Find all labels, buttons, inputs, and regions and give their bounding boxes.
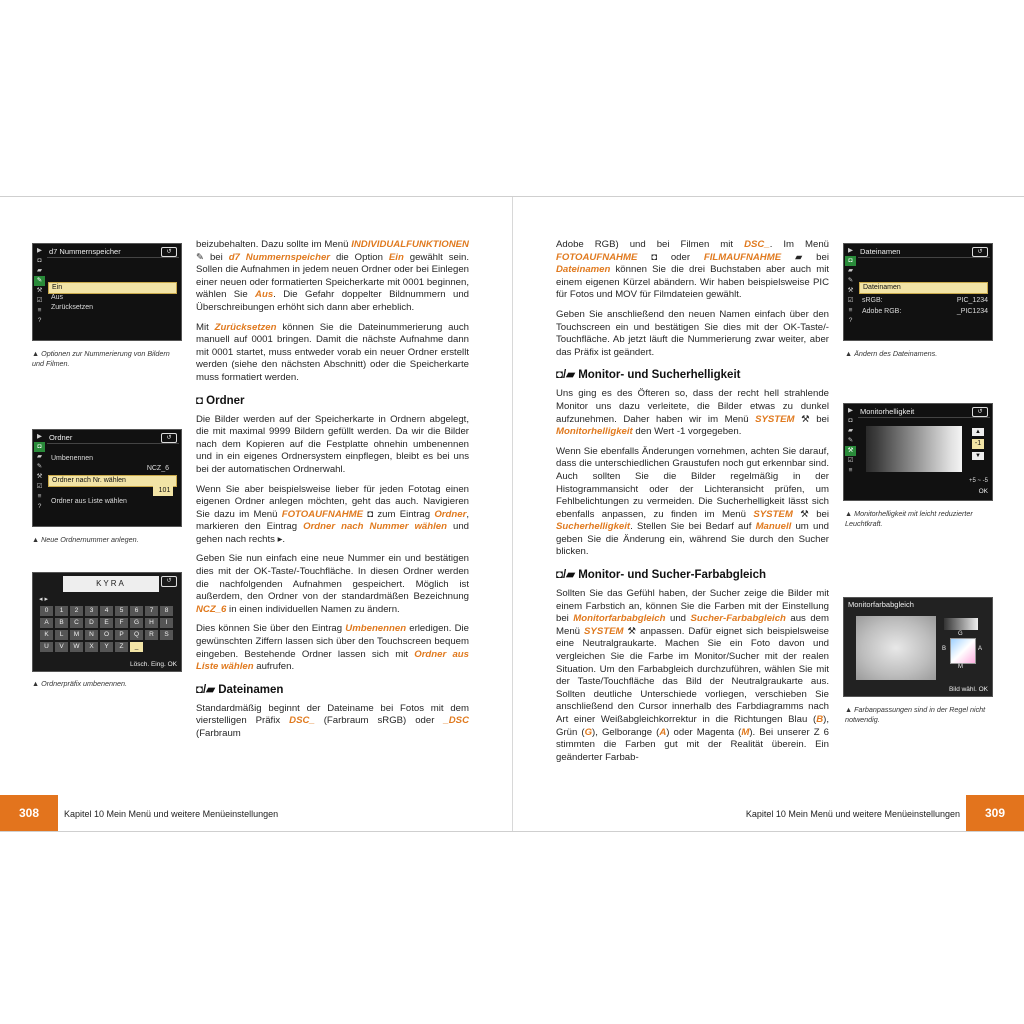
screen-ordner bbox=[32, 429, 182, 527]
keyboard-row-3 bbox=[39, 642, 144, 652]
key: 6 bbox=[130, 606, 143, 616]
back-icon: ↺ bbox=[972, 407, 988, 417]
gutter bbox=[512, 197, 513, 831]
retouch-icon: ☑ bbox=[847, 457, 854, 464]
caption-ordner: ▲ Neue Ordnernummer anlegen. bbox=[32, 535, 139, 544]
key: 3 bbox=[85, 606, 98, 616]
adobe-rgb-label: Adobe RGB: bbox=[862, 308, 902, 315]
menu-option-aus: Aus bbox=[51, 294, 64, 301]
running-footer-right: Kapitel 10 Mein Menü und weitere Menüeinstellungen bbox=[745, 809, 960, 819]
down-arrow-icon: ▼ bbox=[972, 452, 984, 460]
photo-icon: ◘ bbox=[37, 257, 42, 264]
paragraph: Sollten Sie das Gefühl haben, der Sucher zeige die Bilder mit einem Farbstich an, können Sie die Farben mit der Einstellung bei Monitorfarbabgleich und Sucher-Farbabgleich aus dem Menü SYSTEM ⚒ anpassen. Dafür eignet sich beispielsweise eine Neutralgraukarte. Machen Sie ein Foto davon und vergleichen Sie die Farbe im Monitor/Sucher mit der realen Situation. Um den Farbabgleich durchzuführen, wählen Sie mit der Taste/Touchfläche das Bild der Neutralgraukarte aus. Sollten deutliche Unterschiede vorliegen, verschieben Sie anschließend den Cursor innerhalb des Farbdiagramms nach Art einer Weißabgleichkorrektur in die Richtungen Blau (B), Grün (G), Gelborange (A) oder Magenta (M). Bei unserer Z 6 stimmten die Farben gut mit der Realität überein. Ein geänderter Farbab- bbox=[556, 588, 829, 763]
camera-menu-sidebar bbox=[845, 406, 856, 498]
pencil-icon: ✎ bbox=[196, 251, 205, 263]
photo-icon: ◘ bbox=[848, 417, 853, 424]
screen-title: Dateinamen ↺ bbox=[858, 246, 990, 258]
camera-menu-sidebar bbox=[34, 246, 45, 338]
key: S bbox=[160, 630, 173, 640]
name-input-field: KYRA bbox=[63, 576, 159, 592]
pencil-icon: ✎ bbox=[847, 437, 854, 444]
caption-monitorhelligkeit: ▲ Monitorhelligkeit mit leicht reduzierter Leuchtkraft. bbox=[845, 509, 973, 528]
heading-ordner: ◘ Ordner bbox=[196, 394, 245, 407]
up-arrow-icon: ▲ bbox=[972, 428, 984, 436]
screen-title: Monitorhelligkeit ↺ bbox=[858, 406, 990, 418]
camera-menu-sidebar bbox=[845, 246, 856, 338]
pencil-icon: ✎ bbox=[34, 276, 45, 286]
key: V bbox=[55, 642, 68, 652]
screen-title: Monitorfarbabgleich bbox=[848, 600, 914, 609]
back-icon: ↺ bbox=[161, 247, 177, 257]
reference-image bbox=[856, 616, 936, 680]
movie-icon: ▰ bbox=[37, 453, 42, 460]
help-icon: ? bbox=[848, 317, 853, 324]
photo-icon: ◘ bbox=[845, 256, 856, 266]
key: U bbox=[40, 642, 53, 652]
mymenu-icon: ≡ bbox=[848, 307, 853, 314]
paragraph: beizubehalten. Dazu sollte im Menü INDIVIDUALFUNKTIONEN ✎ bei d7 Nummernspeicher die Option Ein gewählt sein. Sollen die Aufnahmen in jedem neuen Ordner oder bei Einlegen einer neuen oder formatierten Speicherkarte mit 0001 beginnen, wählen Sie Aus. Die Gefahr doppelter Bildnummern und Überschreibungen erhöht sich dann aber erheblich. bbox=[196, 239, 470, 313]
help-icon: ? bbox=[37, 317, 42, 324]
keyboard-row-0 bbox=[39, 606, 174, 616]
screen-title: d7 Nummernspeicher ↺ bbox=[47, 246, 179, 258]
retouch-icon: ☑ bbox=[847, 297, 854, 304]
caption-dateinamen: ▲ Ändern des Dateinamens. bbox=[845, 349, 938, 358]
mymenu-icon: ≡ bbox=[37, 307, 42, 314]
key: W bbox=[70, 642, 83, 652]
back-icon: ↺ bbox=[161, 576, 177, 587]
key: Y bbox=[100, 642, 113, 652]
letter-g: G bbox=[958, 631, 963, 637]
screen-monitorhelligkeit bbox=[843, 403, 993, 501]
menu-option-zuruecksetzen: Zurücksetzen bbox=[51, 304, 94, 311]
movie-icon: ▰ bbox=[848, 267, 853, 274]
keyboard-row-2 bbox=[39, 630, 174, 640]
cursor-arrows: ◂ ▸ bbox=[39, 596, 48, 603]
screen-nummernspeicher bbox=[32, 243, 182, 341]
heading-dateinamen: ◘/▰ Dateinamen bbox=[196, 683, 284, 696]
page-number-right: 309 bbox=[966, 795, 1024, 831]
paragraph: Mit Zurücksetzen können Sie die Dateinummerierung auch manuell auf 0001 bringen. Damit die nächste Aufnahme dann mit 0001 startet, muss entweder vorab ein neuer Ordner erstellt werden (siehe den nächsten Abschnitt) oder die Speicherkarte muss formatiert werden. bbox=[196, 321, 469, 383]
wrench-icon: ⚒ bbox=[847, 287, 854, 294]
camera-movie-icon: ◘/▰ bbox=[196, 683, 219, 696]
key: O bbox=[100, 630, 113, 640]
wrench-icon: ⚒ bbox=[792, 508, 809, 520]
mymenu-icon: ≡ bbox=[37, 493, 42, 500]
color-grid bbox=[950, 638, 976, 664]
movie-icon: ▰ bbox=[37, 267, 42, 274]
left-text-column bbox=[196, 239, 469, 748]
key: B bbox=[55, 618, 68, 628]
camera-icon: ◘ bbox=[637, 251, 657, 263]
ok-label: OK bbox=[978, 488, 988, 495]
menu-option-dateinamen: Dateinamen bbox=[859, 282, 988, 294]
farbabgleich-button-bar: Bild wähl. OK bbox=[948, 686, 988, 693]
caption-keyboard: ▲ Ordnerpräfix umbenennen. bbox=[32, 679, 128, 688]
key: P bbox=[115, 630, 128, 640]
letter-m: M bbox=[958, 664, 963, 670]
playback-icon: ▶ bbox=[848, 247, 853, 254]
paragraph: Die Bilder werden auf der Speicherkarte in Ordnern abgelegt, die mit maximal 9999 Bildern gefüllt werden. Da wir die Bilder nach dem Kopieren auf die Festplatte ohnehin umbenennen und in ein eigenes Ordnersystem einpflegen, bleibt es bei uns bei der automatischen Ordnerwahl. bbox=[196, 413, 469, 475]
key: Q bbox=[130, 630, 143, 640]
key: X bbox=[85, 642, 98, 652]
back-icon: ↺ bbox=[972, 247, 988, 257]
playback-icon: ▶ bbox=[37, 433, 42, 440]
key: 2 bbox=[70, 606, 83, 616]
key: E bbox=[100, 618, 113, 628]
keyboard-button-bar: Lösch. Eing. OK bbox=[130, 661, 177, 668]
key: 5 bbox=[115, 606, 128, 616]
camera-movie-icon: ◘/▰ bbox=[556, 369, 579, 382]
folder-number-value: 101 bbox=[153, 486, 173, 496]
key: A bbox=[40, 618, 53, 628]
key: 4 bbox=[100, 606, 113, 616]
pencil-icon: ✎ bbox=[847, 277, 854, 284]
caption-farbabgleich: ▲ Farbanpassungen sind in der Regel nicht notwendig. bbox=[845, 705, 986, 724]
grayscale-steps bbox=[866, 426, 962, 472]
key: D bbox=[85, 618, 98, 628]
paragraph: Dies können Sie über den Eintrag Umbenennen erledigen. Die gewünschten Ziffern lassen sich über den Touchscreen bequem eingeben. Bestehende Ordner lassen sich mit Ordner aus Liste wählen aufrufen. bbox=[196, 623, 469, 673]
screen-dateinamen bbox=[843, 243, 993, 341]
screen-monitorfarbabgleich bbox=[843, 597, 993, 697]
key: M bbox=[70, 630, 83, 640]
playback-icon: ▶ bbox=[848, 407, 853, 414]
key: 1 bbox=[55, 606, 68, 616]
menu-option-ordner-nach-nr: Ordner nach Nr. wählen bbox=[48, 475, 177, 487]
camera-icon: ◘ bbox=[363, 508, 374, 520]
key: 0 bbox=[40, 606, 53, 616]
camera-movie-icon: ◘/▰ bbox=[556, 569, 579, 582]
wrench-icon: ⚒ bbox=[845, 446, 856, 456]
back-icon: ↺ bbox=[161, 433, 177, 443]
key: Z bbox=[115, 642, 128, 652]
help-icon: ? bbox=[37, 503, 42, 510]
adobe-rgb-value: _PIC1234 bbox=[956, 308, 988, 315]
heading-helligkeit: ◘/▰ Monitor- und Sucherhelligkeit bbox=[556, 369, 741, 382]
key: L bbox=[55, 630, 68, 640]
key: K bbox=[40, 630, 53, 640]
menu-option-umbenennen: Umbenennen bbox=[51, 455, 94, 462]
running-footer-left: Kapitel 10 Mein Menü und weitere Menüeinstellungen bbox=[64, 809, 279, 819]
paragraph: Uns ging es des Öfteren so, dass der recht hell strahlende Monitor uns dazu verleitete, die Bilder etwas zu dunkel aufzunehmen. Daher haben wir im Menü SYSTEM ⚒ bei Monitorhelligkeit den Wert -1 vorgegeben. bbox=[556, 388, 829, 438]
page-number-left: 308 bbox=[0, 795, 58, 831]
key: C bbox=[70, 618, 83, 628]
key: N bbox=[85, 630, 98, 640]
brightness-value: -1 bbox=[972, 439, 984, 449]
retouch-icon: ☑ bbox=[36, 483, 43, 490]
paragraph: Geben Sie nun einfach eine neue Nummer ein und bestätigen dies mit der OK-Taste/-Touchfläche. In diesen Ordner werden die nachfolgenden Aufnahmen gespeichert. Möglich ist außerdem, den Ordner von der standardmäßen Bezeichnung NCZ_6 in einen individuellen Namen zu ändern. bbox=[196, 553, 469, 615]
pencil-icon: ✎ bbox=[36, 463, 43, 470]
key: F bbox=[115, 618, 128, 628]
paragraph: Wenn Sie ebenfalls Änderungen vornehmen, achten Sie darauf, dass die unterschiedlichen Graustufen noch gut erkennbar sind. Auch sollten Sie die Bilder regelmäßig in der Histogrammansicht oder der Lichteransicht prüfen, um Fehlbelichtungen zu vermeiden. Die Sucherhelligkeit lässt sich ebenfalls anpassen, zu finden im Menü SYSTEM ⚒ bei Sucherhelligkeit. Stellen Sie bei Bedarf auf Manuell um und geben Sie die Änderung ein, während Sie durch den Sucher blicken. bbox=[556, 445, 830, 558]
key: I bbox=[160, 618, 173, 628]
srgb-label: sRGB: bbox=[862, 297, 883, 304]
screen-keyboard bbox=[32, 572, 182, 672]
movie-icon: ▰ bbox=[781, 251, 803, 263]
key: _ bbox=[130, 642, 143, 652]
wrench-icon: ⚒ bbox=[36, 473, 43, 480]
brightness-range: +5 ~ -5 bbox=[968, 478, 988, 484]
screen-title: Ordner ↺ bbox=[47, 432, 179, 444]
gray-strip bbox=[944, 618, 978, 630]
menu-option-ein: Ein bbox=[48, 282, 177, 294]
heading-farbabgleich: ◘/▰ Monitor- und Sucher-Farbabgleich bbox=[556, 569, 767, 582]
letter-b: B bbox=[942, 646, 947, 652]
key: G bbox=[130, 618, 143, 628]
photo-icon: ◘ bbox=[34, 442, 45, 452]
key: R bbox=[145, 630, 158, 640]
folder-name-value: NCZ_6 bbox=[146, 465, 169, 472]
letter-a: A bbox=[978, 646, 983, 652]
wrench-icon: ⚒ bbox=[794, 413, 810, 425]
paragraph: Standardmäßig beginnt der Dateiname bei Fotos mit dem vierstelligen Präfix DSC_ (Farbraum sRGB) oder _DSC (Farbraum bbox=[196, 702, 469, 739]
key: 7 bbox=[145, 606, 158, 616]
movie-icon: ▰ bbox=[848, 427, 853, 434]
paragraph: Wenn Sie aber beispielsweise lieber für jeden Fototag einen eigenen Ordner anlegen möchten, geht das auch. Navigieren Sie dazu im Menü FOTOAUFNAHME ◘ zum Eintrag Ordner, markieren den Eintrag Ordner nach Nummer wählen und gehen nach rechts ▸. bbox=[196, 483, 469, 545]
caption-nummernspeicher: ▲ Optionen zur Nummerierung von Bildern und Filmen. bbox=[32, 349, 170, 368]
paragraph: Geben Sie anschließend den neuen Namen einfach über den Touchscreen ein und bestätigen Sie dies mit der OK-Taste/-Touchfläche. Ab jetzt läuft die Nummerierung zwar weiter, aber das Präfix ist geändert. bbox=[556, 308, 829, 358]
paragraph: Adobe RGB) und bei Filmen mit DSC_. Im Menü FOTOAUFNAHME ◘ oder FILMAUFNAHME ▰ bei Dateinamen können Sie die drei Buchstaben aber auch mit einem eigenen Kürzel abändern. Wir haben beispielsweise PIC für Fotos und MOV für Filmdateien gewählt. bbox=[556, 239, 829, 301]
keyboard-row-1 bbox=[39, 618, 174, 628]
menu-option-ordner-aus-liste: Ordner aus Liste wählen bbox=[51, 498, 127, 505]
right-text-column bbox=[556, 239, 829, 771]
wrench-icon: ⚒ bbox=[623, 625, 637, 637]
camera-menu-sidebar bbox=[34, 432, 45, 524]
mymenu-icon: ≡ bbox=[848, 467, 853, 474]
camera-icon: ◘ bbox=[196, 394, 207, 407]
wrench-icon: ⚒ bbox=[36, 287, 43, 294]
retouch-icon: ☑ bbox=[36, 297, 43, 304]
srgb-value: PIC_1234 bbox=[956, 297, 988, 304]
book-spread bbox=[0, 196, 1024, 832]
key: H bbox=[145, 618, 158, 628]
playback-icon: ▶ bbox=[37, 247, 42, 254]
key: 8 bbox=[160, 606, 173, 616]
